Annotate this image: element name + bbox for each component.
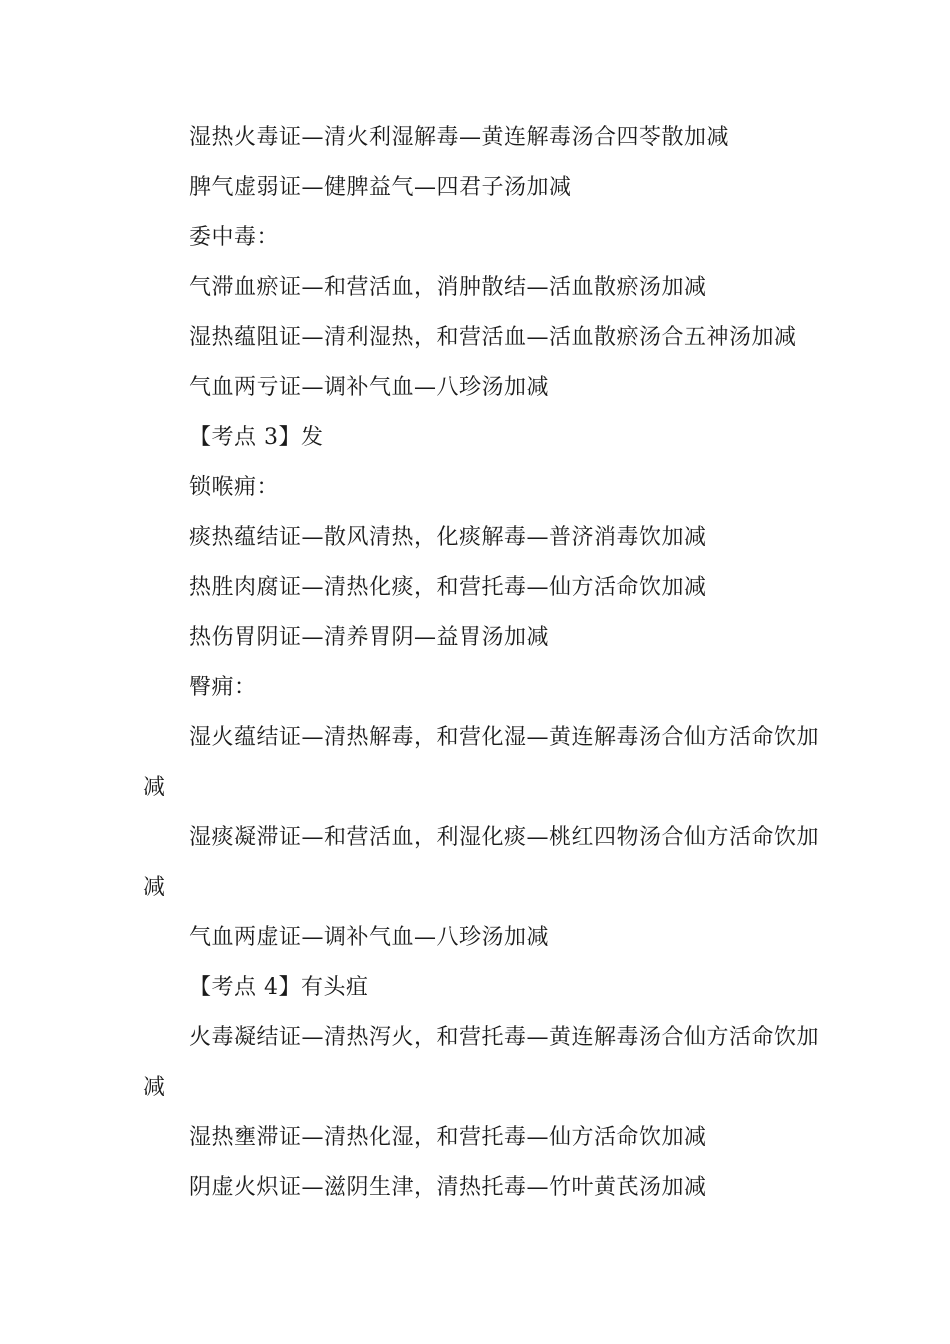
text-line: 气血两虚证—调补气血—八珍汤加减 (189, 925, 550, 950)
exam-point-heading: 【考点 4】有头疽 (189, 975, 369, 1000)
text-line: 气血两亏证—调补气血—八珍汤加减 (189, 375, 550, 400)
paragraph-continuation: 减 (143, 1075, 166, 1100)
section-heading: 委中毒： (189, 225, 280, 250)
paragraph-first-line: 湿痰凝滞证—和营活血，利湿化痰—桃红四物汤合仙方活命饮加 (189, 825, 820, 850)
text-line: 阴虚火炽证—滋阴生津，清热托毒—竹叶黄芪汤加减 (189, 1175, 707, 1200)
section-heading: 锁喉痈： (189, 475, 280, 500)
text-line: 气滞血瘀证—和营活血，消肿散结—活血散瘀汤加减 (189, 275, 707, 300)
text-line: 湿热火毒证—清火利湿解毒—黄连解毒汤合四苓散加减 (189, 125, 730, 150)
paragraph-continuation: 减 (143, 875, 166, 900)
section-heading: 臀痈： (189, 675, 257, 700)
wrapped-paragraph (143, 713, 820, 813)
wrapped-paragraph (143, 1013, 820, 1113)
paragraph-continuation: 减 (143, 775, 166, 800)
text-line: 脾气虚弱证—健脾益气—四君子汤加减 (189, 175, 572, 200)
text-line: 热伤胃阴证—清养胃阴—益胃汤加减 (189, 625, 550, 650)
wrapped-paragraph (143, 813, 820, 913)
paragraph-first-line: 火毒凝结证—清热泻火，和营托毒—黄连解毒汤合仙方活命饮加 (189, 1025, 820, 1050)
exam-point-heading: 【考点 3】发 (189, 425, 324, 450)
paragraph-first-line: 湿火蕴结证—清热解毒，和营化湿—黄连解毒汤合仙方活命饮加 (189, 725, 820, 750)
text-line: 湿热壅滞证—清热化湿，和营托毒—仙方活命饮加减 (189, 1125, 707, 1150)
text-line: 热胜肉腐证—清热化痰，和营托毒—仙方活命饮加减 (189, 575, 707, 600)
document-body (143, 113, 820, 1213)
text-line: 湿热蕴阻证—清利湿热，和营活血—活血散瘀汤合五神汤加减 (189, 325, 797, 350)
text-line: 痰热蕴结证—散风清热，化痰解毒—普济消毒饮加减 (189, 525, 707, 550)
